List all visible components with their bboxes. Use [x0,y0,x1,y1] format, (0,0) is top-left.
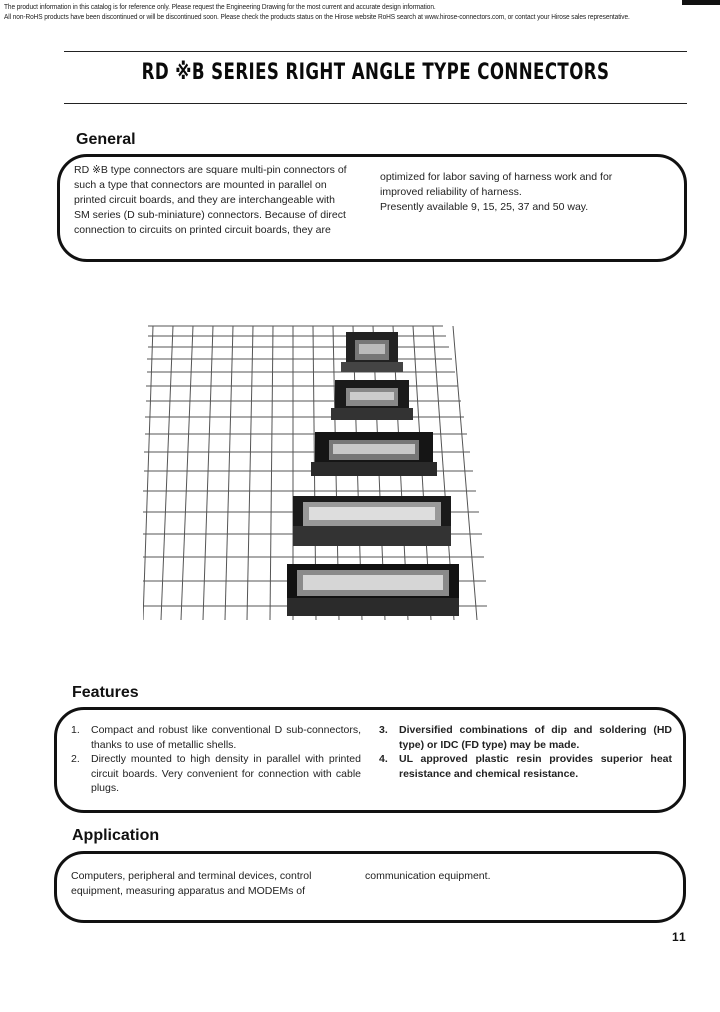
connector-25-way [311,432,437,476]
feature-item [379,723,672,752]
title-top-rule [64,51,687,52]
general-line: connection to circuits on printed circuit boards, they are [74,224,331,236]
connector-9-way [341,332,403,372]
general-line: optimized for labor saving of harness work and for [380,171,613,183]
reference-notice: The product information in this catalog is for reference only. Please request the Engineering Drawing for the most current and accurate design information. [4,2,436,11]
general-heading: General [76,131,136,148]
general-line: Presently available 9, 15, 25, 37 and 50 way. [380,201,589,213]
corner-mark [682,0,720,5]
features-right-column [379,723,672,781]
page-title: RD ※B SERIES RIGHT ANGLE TYPE CONNECTORS [141,60,610,85]
title-bottom-rule [64,103,687,104]
rohs-notice: All non-RoHS products have been discontinued or will be discontinued soon. Please check the products status on the Hirose website RoHS search at www.hirose-connectors.com, or contact your Hirose sales representative. [4,12,630,21]
application-line: equipment, measuring apparatus and MODEMs of [71,885,306,897]
general-line: SM series (D sub-miniature) connectors. Because of direct [74,209,346,221]
feature-number: 1. [71,724,80,736]
features-heading: Features [72,684,139,701]
general-line: improved reliability of harness. [380,186,522,198]
feature-text: Diversified combinations of dip and soldering (HD type) or IDC (FD type) may be made. [399,724,672,751]
connector-50-way [287,564,459,616]
connector-product-photo [143,320,488,628]
application-line: communication equipment. [365,870,491,882]
feature-item [71,723,361,752]
feature-text: UL approved plastic resin provides superior heat resistance and chemical resistance. [399,753,672,780]
feature-text: Compact and robust like conventional D sub-connectors, thanks to use of metallic shells. [91,724,361,751]
connector-37-way [293,496,451,546]
general-line: such a type that connectors are mounted in parallel on [74,179,327,191]
feature-item [71,752,361,796]
general-line: RD ※B type connectors are square multi-pin connectors of [74,164,347,176]
application-line: Computers, peripheral and terminal devices, control [71,870,312,882]
general-text-left [74,163,366,238]
general-line: printed circuit boards, and they are interchangeable with [74,194,335,206]
application-text-left [71,869,361,899]
feature-number: 2. [71,753,80,765]
general-text-right [380,170,670,215]
feature-number: 4. [379,753,388,765]
features-left-column [71,723,361,796]
feature-number: 3. [379,724,388,736]
feature-text: Directly mounted to high density in parallel with printed circuit boards. Very convenient for connection with cable plugs. [91,753,361,794]
application-heading: Application [72,827,160,844]
feature-item [379,752,672,781]
connector-15-way [331,380,413,420]
page-number: 11 [672,930,687,944]
application-text-right [365,869,665,884]
